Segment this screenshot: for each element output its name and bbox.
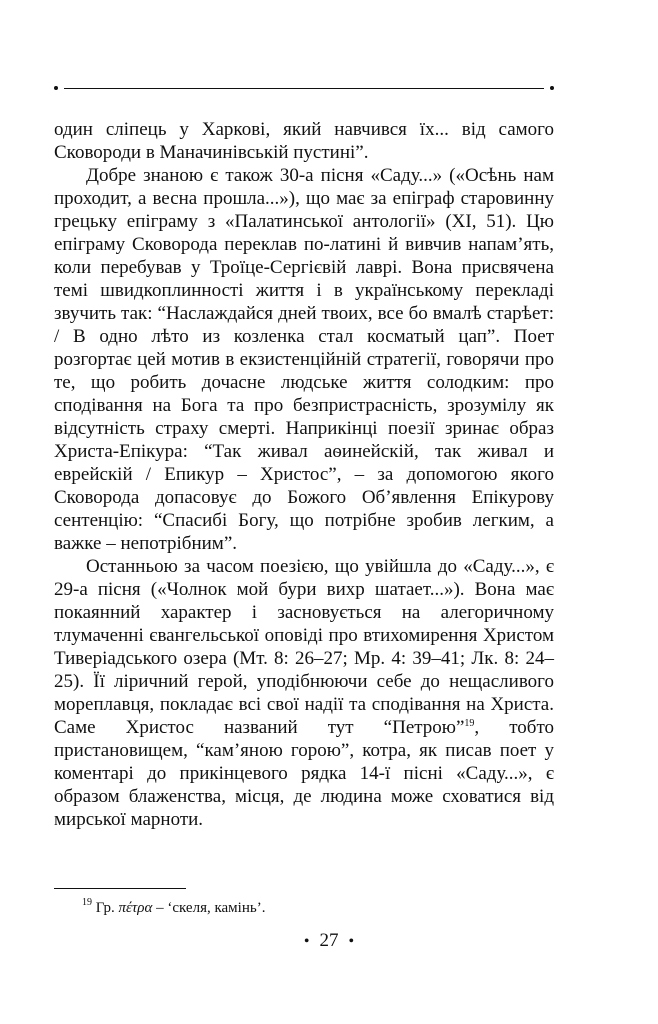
footnote-separator (54, 888, 186, 889)
footnote-greek-word: πέτρα (118, 900, 153, 916)
header-rule-line (64, 88, 544, 89)
footnote-reference: 19 (464, 718, 475, 729)
footnote-number: 19 (82, 897, 92, 908)
footnote (82, 898, 265, 918)
header-rule (54, 86, 554, 92)
footnote-definition: – ‘скеля, камінь’. (156, 900, 266, 916)
body-text (54, 118, 554, 831)
paragraph-3-part-2: , тобто пристановищем, “кам’яною горою”, котра, як писав поет у коментарі до прикінцевого рядка 14-ї пісні «Саду...», є образом блаженства, місця, де людина може сховатися від мирської марноти. (54, 717, 554, 830)
paragraph-3 (54, 555, 554, 831)
page-footer (0, 930, 658, 953)
footnote-prefix: Гр. (95, 900, 115, 916)
paragraph-2: Добре знаною є також 30-а пісня «Саду...» («Осѣнь нам проходит, а весна прошла...»), що має за епіграф старовинну грецьку епіграму з «Палатинської антології» (XI, 51). Цю епіграму Сковорода переклав по-латині й вивчив напам’ять, коли перебував у Троїце-Сергієвій лаврі. Вона присвячена темі швидкоплинності життя і в українському перекладі звучить так: “Наслаждайся дней твоих, все бо вмалѣ старѣет: / В одно лѣто из козленка стал косматый цап”. Поет розгортає цей мотив в екзистенційній стратегії, говорячи про те, що робить дочасне людське життя солодким: про сподівання на Бога та про безпристрасність, зрозумілу як відсутність страху смерті. Наприкінці поезії зринає образ Христа-Епікура: “Так живал аѳинейскій, так живал и еврейскій / Епикур – Христос”, – за допомогою якого Сковорода допасовує до Божого Об’явлення Епікурову сентенцію: “Спасибі Богу, що потрібне зробив легким, а важке – непотрібним”. (54, 165, 554, 554)
header-rule-left-dot (54, 86, 58, 90)
paragraph-3-part-1: Останньою за часом поезією, що увійшла до «Саду...», є 29-а пісня («Чолнок мой бури вихр шатает...»). Вона має покаянний характер і засновується на алегоричному тлумаченні євангельської оповіді про втихомирення Христом Тиверіадського озера (Мт. 8: 26–27; Мр. 4: 39–41; Лк. 8: 24–25). Її ліричний герой, уподібнюючи себе до нещасливого мореплавця, покладає всі свої надії та сподівання на Христа. Саме Христос названий тут “Петрою” (54, 556, 554, 738)
page-number-left-bullet: • (303, 933, 310, 950)
paragraph-1: один сліпець у Харкові, який навчився їх... від самого Сковороди в Маначинівській пустині”. (54, 119, 554, 163)
header-rule-right-dot (550, 86, 554, 90)
page-number: 27 (319, 930, 339, 951)
page-number-right-bullet: • (348, 933, 355, 950)
